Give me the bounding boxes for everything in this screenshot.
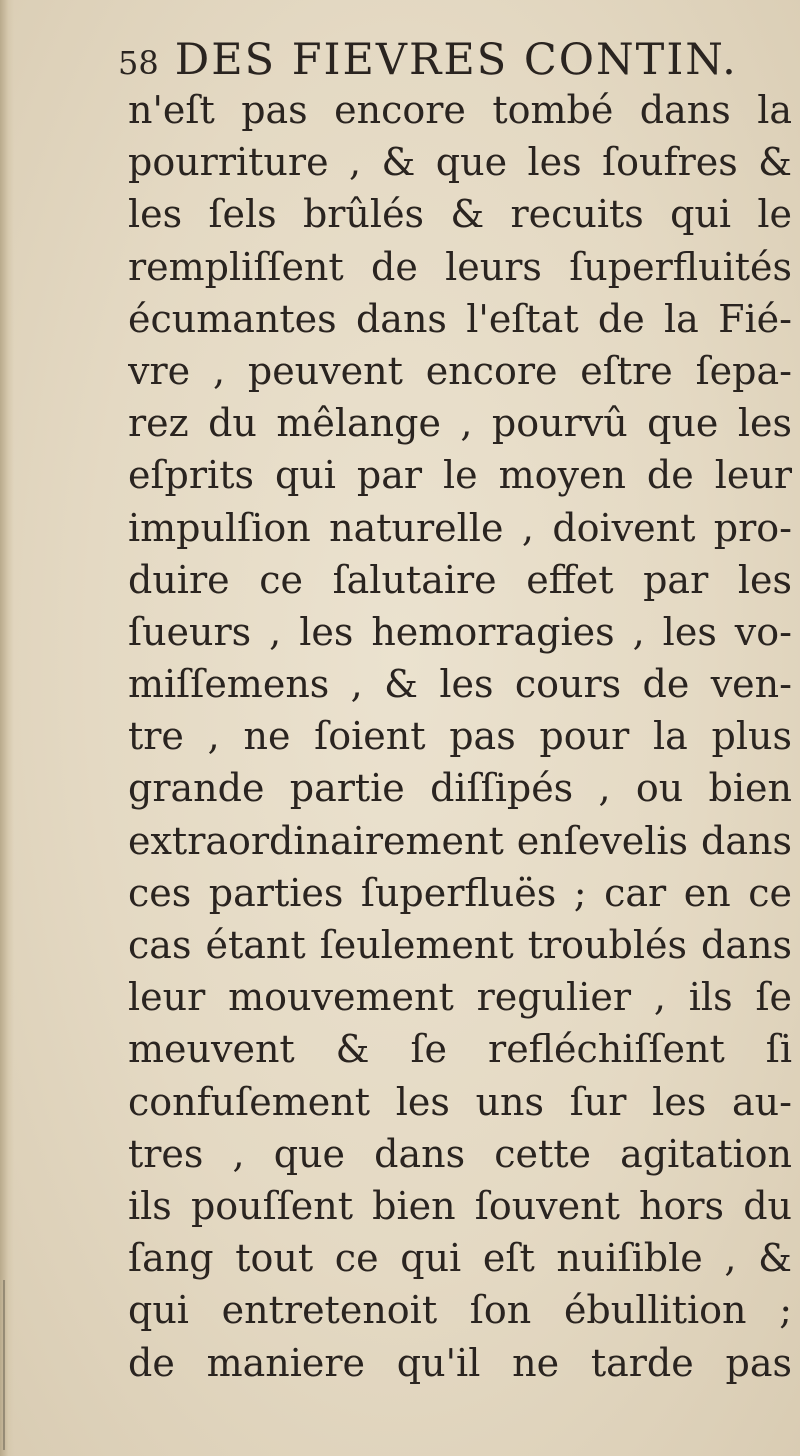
page-number: 58 <box>118 44 159 82</box>
body-text <box>128 84 792 1389</box>
text-line: ces parties ſuperfluës ; car en ce <box>128 870 792 915</box>
text-line: ils pouſſent bien ſouvent hors du <box>128 1183 792 1228</box>
text-line: vre , peuvent encore eſtre ſepa- <box>128 348 792 393</box>
page-header <box>118 30 778 90</box>
text-line: leur mouvement regulier , ils ſe <box>128 975 792 1020</box>
text-line: rempliſſent de leurs ſuperfluités <box>128 244 792 289</box>
text-line: miſſemens , & les cours de ven- <box>128 662 792 707</box>
text-line: tres , que dans cette agitation <box>128 1131 792 1176</box>
text-line: meuvent & ſe refléchiſſent ſi <box>128 1027 792 1072</box>
text-line: grande partie diſſipés , ou bien <box>128 766 792 811</box>
text-line: confuſement les uns ſur les au- <box>128 1079 792 1124</box>
text-line: n'eſt pas encore tombé dans la <box>128 88 792 132</box>
text-line: les ſels brûlés & recuits qui le <box>128 192 792 237</box>
text-line: duire ce ſalutaire effet par les <box>128 557 792 602</box>
page-binding-edge <box>0 0 14 1456</box>
text-line: impulſion naturelle , doivent pro- <box>128 505 792 550</box>
text-line: pourriture , & que les ſoufres & <box>128 140 792 185</box>
running-head: DES FIEVRES CONTIN. <box>174 35 738 85</box>
text-line: rez du mêlange , pourvû que les <box>128 401 792 446</box>
text-line: de maniere qu'il ne tarde pas <box>128 1340 792 1385</box>
text-line: eſprits qui par le moyen de leur <box>128 453 792 498</box>
text-line: extraordinairement enſevelis dans <box>128 818 792 863</box>
text-line: ſang tout ce qui eſt nuiſible , & <box>128 1236 792 1281</box>
text-line: tre , ne ſoient pas pour la plus <box>128 714 792 759</box>
text-line: qui entretenoit ſon ébullition ; <box>128 1288 792 1333</box>
text-line: ſueurs , les hemorragies , les vo- <box>128 609 792 654</box>
page-edge-mark <box>3 1280 5 1450</box>
text-line: cas étant ſeulement troublés dans <box>128 923 792 967</box>
text-line: écumantes dans l'eſtat de la Fié- <box>128 296 792 341</box>
